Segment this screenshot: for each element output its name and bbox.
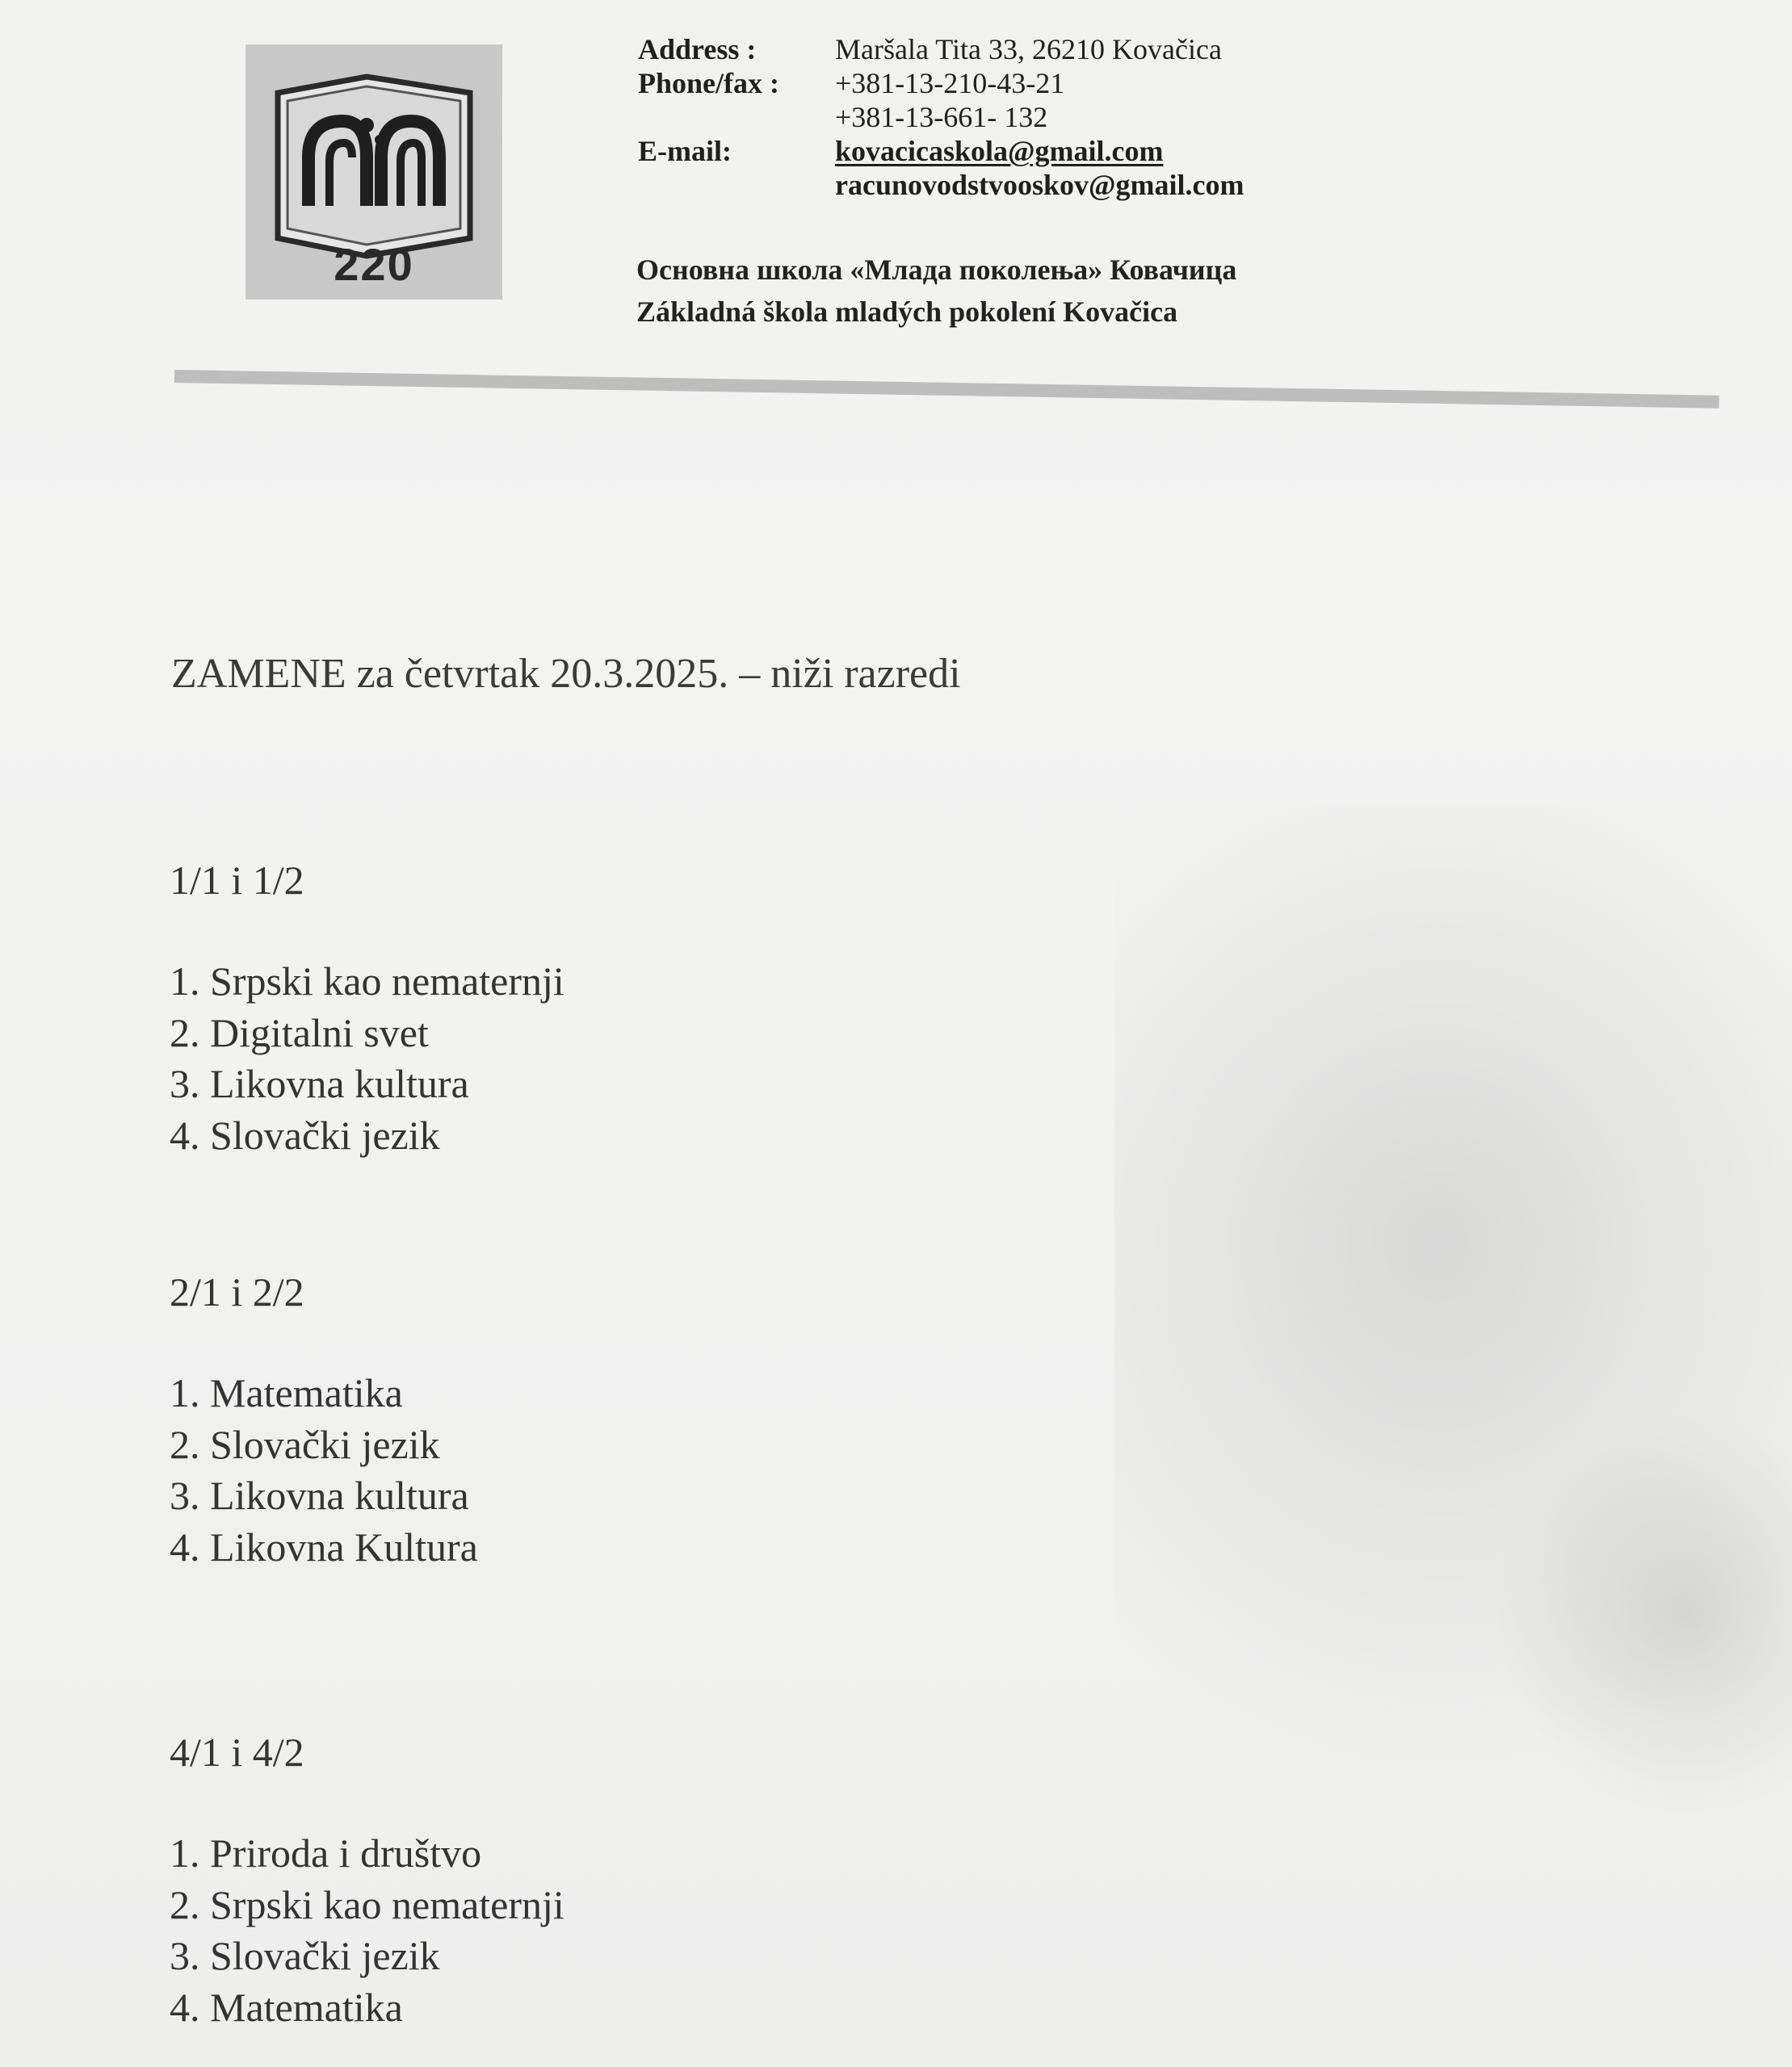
phone-value-1: +381-13-210-43-21 [835,67,1065,99]
logo-number: 220 [334,239,414,290]
photo-shadow-edge [1494,1413,1792,1817]
header-divider [174,370,1719,409]
address-row [638,32,1244,66]
list-item: 3. Likovna kultura [170,1061,469,1106]
email-label: E-mail: [638,135,732,167]
school-name-slovak: Základná škola mladých pokolení Kovačica [636,296,1178,328]
phone-label: Phone/fax : [638,67,779,99]
list-item: 3. Likovna kultura [170,1473,469,1518]
list-item: 2. Digitalni svet [170,1009,429,1055]
email-row [638,134,1244,168]
list-item: 2. Srpski kao nematernji [170,1881,564,1927]
address-label: Address : [638,33,757,65]
document-title: ZAMENE za četvrtak 20.3.2025. – niži razredi [171,651,961,697]
school-name-serbian: Основна школа «Млада поколења» Ковачица [636,254,1237,286]
substitution-list [170,1828,564,2033]
list-item: 4. Likovna Kultura [170,1524,478,1570]
contact-block [638,32,1244,202]
class-group-1 [170,856,564,1161]
photo-shadow [1114,807,1792,1776]
substitution-list [170,1368,478,1573]
email-value-2: racunovodstvooskov@gmail.com [835,169,1244,201]
phone-row-2 [638,100,1244,134]
group-heading: 2/1 i 2/2 [170,1269,304,1314]
list-item: 4. Slovački jezik [170,1112,440,1158]
school-names [636,249,1236,333]
list-item: 1. Priroda i društvo [170,1830,482,1876]
email-link-1[interactable]: kovacicaskola@gmail.com [835,135,1164,167]
phone-value-2: +381-13-661- 132 [835,101,1048,133]
list-item: 1. Srpski kao nematernji [170,958,564,1004]
class-group-3 [170,1728,564,2033]
phone-row [638,66,1244,100]
list-item: 1. Matematika [170,1370,403,1415]
class-group-2 [170,1268,478,1573]
school-logo [246,44,502,300]
address-value: Maršala Tita 33, 26210 Kovačica [835,33,1222,65]
list-item: 4. Matematika [170,1984,403,2030]
substitution-list [170,956,564,1161]
email-row-2 [638,168,1244,202]
list-item: 2. Slovački jezik [170,1421,440,1467]
group-heading: 4/1 i 4/2 [170,1729,304,1775]
list-item: 3. Slovački jezik [170,1933,440,1978]
group-heading: 1/1 i 1/2 [170,857,304,903]
